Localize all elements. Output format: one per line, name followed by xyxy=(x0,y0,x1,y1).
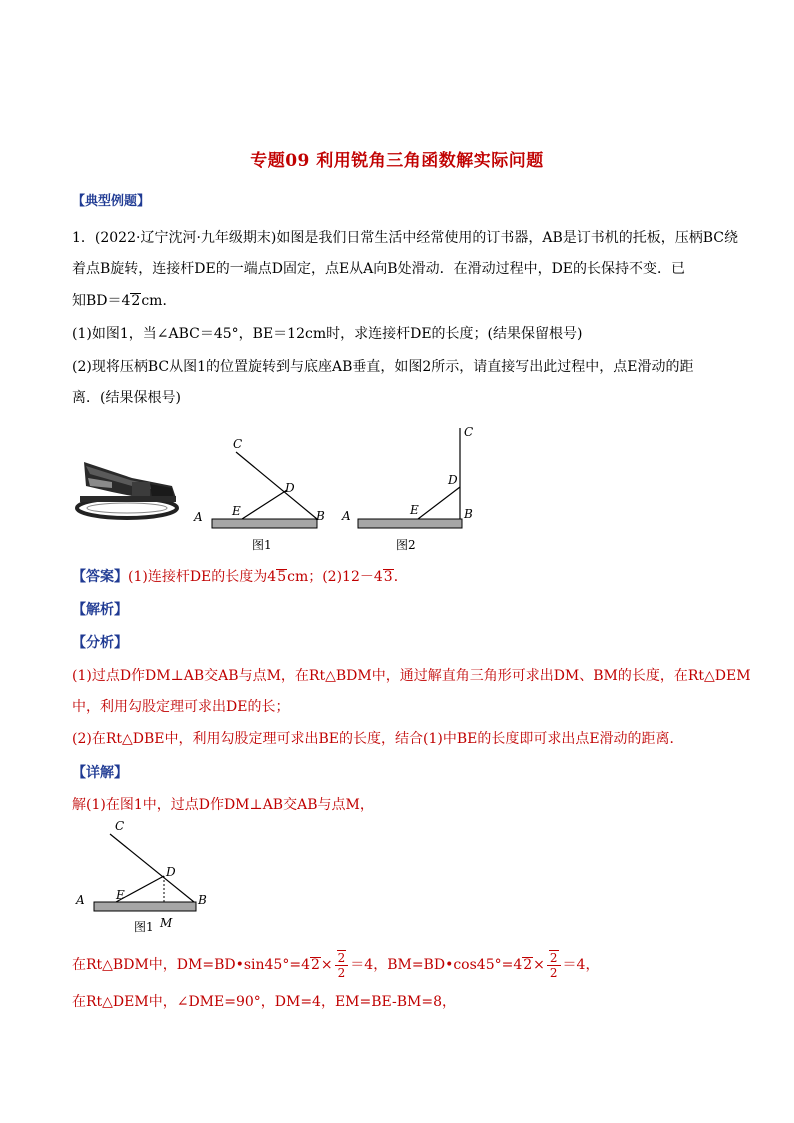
fig2-label-a: A xyxy=(342,509,351,523)
problem-line-3 xyxy=(72,291,176,311)
section-label: 【典型例题】 xyxy=(72,194,151,209)
fig3-label-a: A xyxy=(76,893,85,907)
fig1-label-e: E xyxy=(232,504,241,518)
calc-line-2: 在Rt△DEM中，∠DME=90°，DM=4，EM=BE-BM=8， xyxy=(72,994,457,1010)
fenxi-label: 【分析】 xyxy=(72,635,128,651)
calc-line-1: 在Rt△BDM中，DM=BD•sin45°=42× $\frac{2}{2}$ ＝4，BM=BD•cos45°=42× $\frac{2}{2}$ ＝4， xyxy=(72,951,600,980)
problem-line-3-text: 知BD＝4 xyxy=(72,293,131,309)
calc-1-comma: ， xyxy=(585,957,600,973)
fig2-caption: 图2 xyxy=(396,538,416,552)
calc-2-frac-num: 2 xyxy=(549,951,558,965)
fig1-label-c: C xyxy=(233,437,243,451)
detail-label: 【详解】 xyxy=(72,765,128,781)
sqrt-5: 5 xyxy=(277,569,287,585)
fig2-label-e: E xyxy=(410,503,419,517)
calc-2-sqrt: 2 xyxy=(523,957,533,973)
fig2-label-c: C xyxy=(464,425,474,439)
answer-line xyxy=(72,567,408,587)
answer-part-1: (1)连接杆DE的长度为4 xyxy=(128,569,277,585)
fig1-label-b: B xyxy=(316,509,325,523)
sqrt-2: 2 xyxy=(131,293,141,309)
fig3-label-e: E xyxy=(116,888,125,902)
figure-1-with-m xyxy=(72,818,222,938)
fig3-label-c: C xyxy=(115,819,125,833)
fig2-label-b: B xyxy=(464,507,473,521)
problem-line-3-unit: cm． xyxy=(141,293,177,309)
fig1-label-a: A xyxy=(194,510,203,524)
fig1-label-d: D xyxy=(285,481,295,495)
answer-part-2: cm；(2)12－4 xyxy=(287,569,383,585)
fig3-base-ab xyxy=(94,902,196,911)
fig1-rod-de xyxy=(242,490,287,519)
fig2-label-d: D xyxy=(448,473,458,487)
fig1-lever-bc xyxy=(236,452,317,519)
calc-1-sqrt: 2 xyxy=(310,957,320,973)
page-title: 专题09 利用锐角三角函数解实际问题 xyxy=(250,151,544,171)
detail-line-1: 解(1)在图1中，过点D作DM⊥AB交AB与点M， xyxy=(72,797,374,813)
fig2-base-ab xyxy=(358,519,462,528)
fenxi-line-3: (2)在Rt△DBE中，利用勾股定理可求出BE的长度，结合(1)中BE的长度即可求出点E滑动的距离． xyxy=(72,731,684,747)
calc-1-pre: 在Rt△BDM中，DM=BD•sin45°=4 xyxy=(72,957,310,973)
problem-line-1: 1．(2022·辽宁沈河·九年级期末)如图是我们日常生活中经常使用的订书器，AB是订书机的托板，压柄BC绕 xyxy=(72,230,739,246)
sqrt-3: 3 xyxy=(383,569,393,585)
fig2-rod-de xyxy=(418,487,460,519)
fig3-label-d: D xyxy=(166,865,176,879)
answer-label: 【答案】 xyxy=(72,569,128,585)
calc-2-result: ＝4 xyxy=(562,957,586,973)
calc-2-fraction xyxy=(547,950,561,980)
question-2-line-1: (2)现将压柄BC从图1的位置旋转到与底座AB垂直，如图2所示，请直接写出此过程中，点E滑动的距 xyxy=(72,359,694,375)
fenxi-line-1: (1)过点D作DM⊥AB交AB与点M，在Rt△BDM中，通过解直角三角形可求出DM、BM的长度，在Rt△DEM xyxy=(72,668,751,684)
calc-2-frac-den: 2 xyxy=(549,966,558,980)
fig3-caption: 图1 xyxy=(134,920,154,934)
calc-1-fraction xyxy=(335,950,349,980)
fig1-caption: 图1 xyxy=(252,538,272,552)
fig1-base-ab xyxy=(212,519,317,528)
calc-1-result: ＝4 xyxy=(350,957,374,973)
figure-2 xyxy=(340,420,490,554)
problem-line-2: 着点B旋转，连接杆DE的一端点D固定，点E从A向B处滑动．在滑动过程中，DE的长保持不变．已 xyxy=(72,261,686,277)
fig3-label-m: M xyxy=(160,916,173,930)
fenxi-line-2: 中，利用勾股定理可求出DE的长； xyxy=(72,699,290,715)
analysis-label: 【解析】 xyxy=(72,602,128,618)
fig3-label-b: B xyxy=(198,893,207,907)
stapler-image xyxy=(72,452,184,524)
calc-1-mid: ，BM=BD•cos45°=4 xyxy=(373,957,523,973)
question-1: (1)如图1，当∠ABC＝45°，BE＝12cm时，求连接杆DE的长度；(结果保留根号) xyxy=(72,326,583,342)
calc-1-frac-den: 2 xyxy=(337,966,346,980)
figure-1 xyxy=(190,430,340,554)
calc-1-frac-num: 2 xyxy=(337,951,346,965)
answer-end: ． xyxy=(393,569,408,585)
question-2-line-2: 离．(结果保根号) xyxy=(72,390,181,406)
